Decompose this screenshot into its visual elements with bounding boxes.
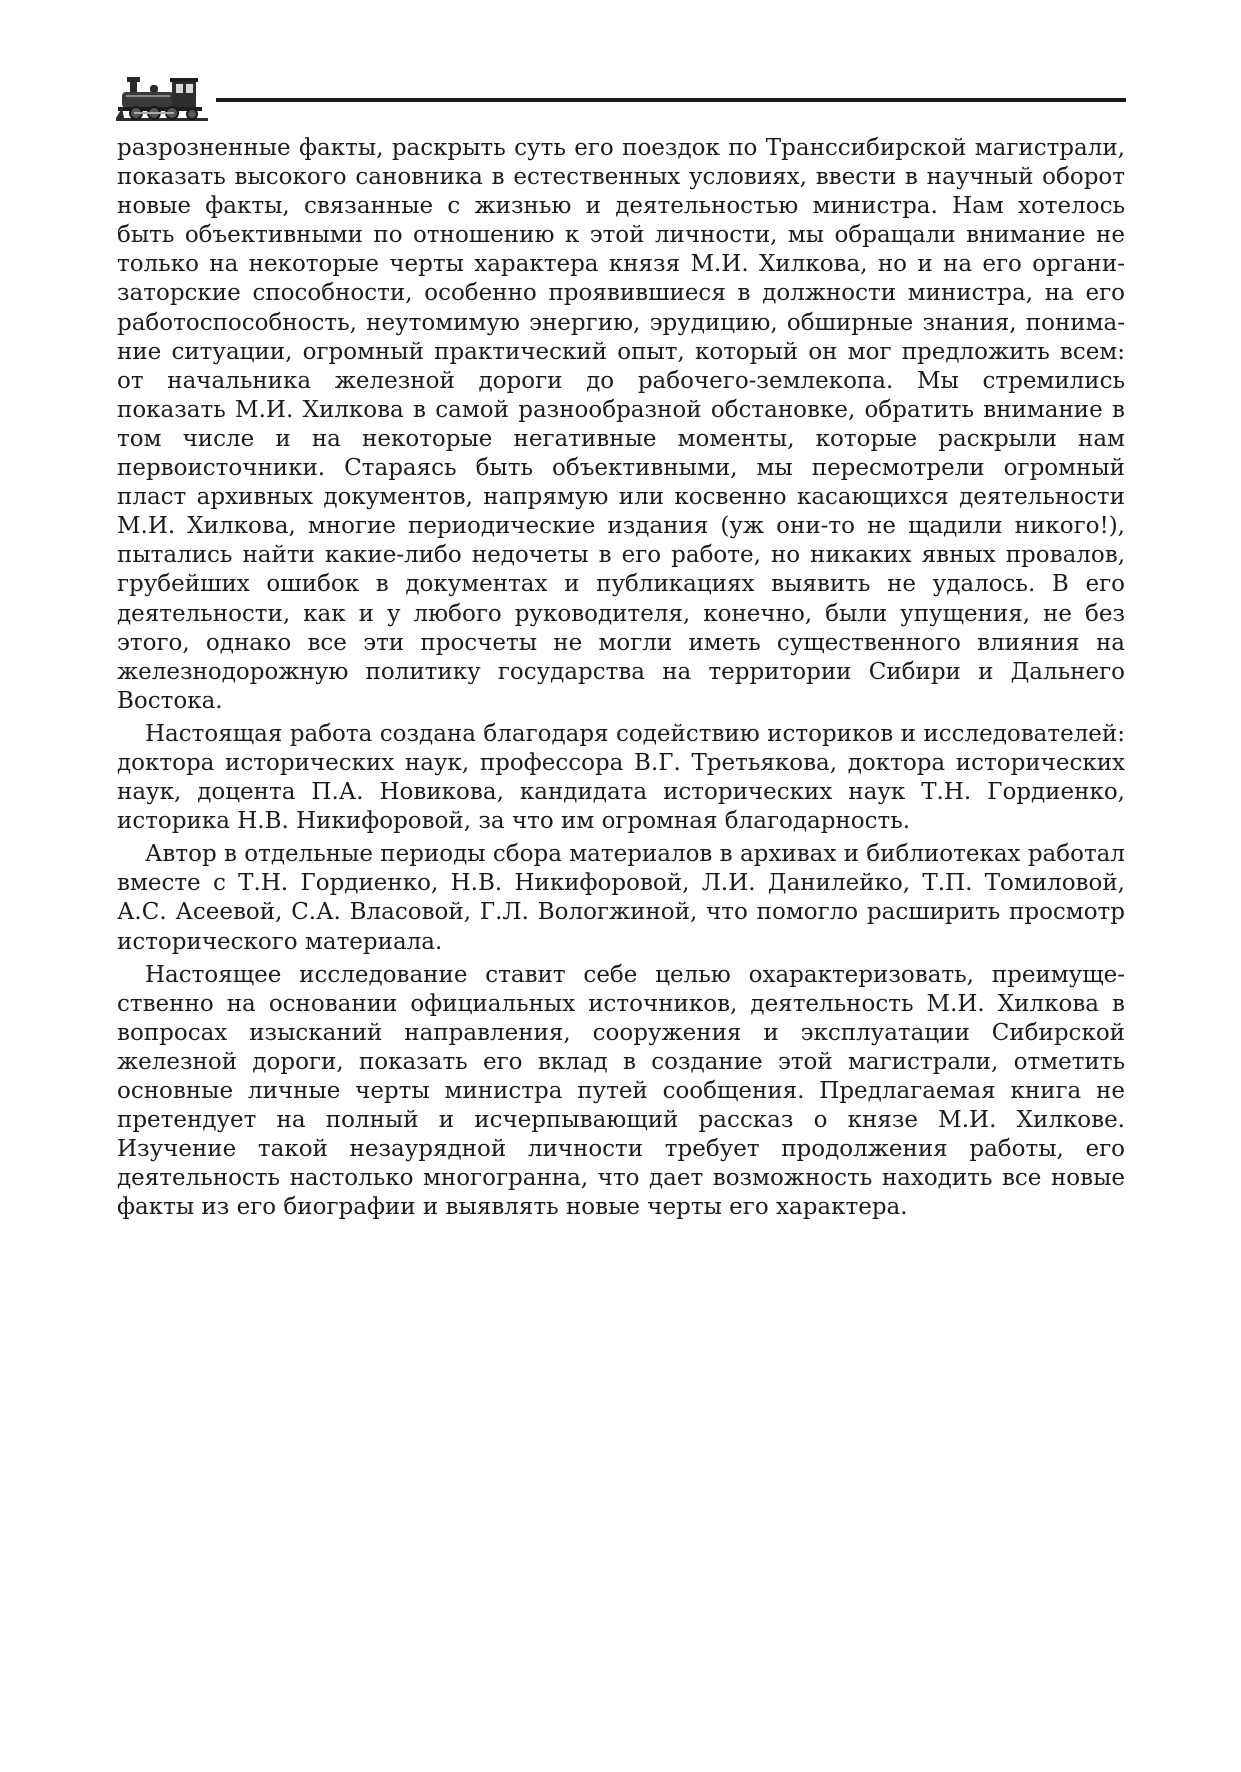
paragraph: Настоящая работа создана благодаря содействию историков и исследователей: доктора исторических наук, профессора В.Г. Третьякова, доктора исторических наук, доцента П.А. Новикова, кандидата исторических наук Т.Н. Гордиенко, историка Н.В. Никифоровой, за что им огромная благодарность. bbox=[117, 720, 1125, 835]
paragraph: разрозненные факты, раскрыть суть его поездок по Транссибирской магистрали, показать высокого сановника в естественных условиях, ввести в научный оборот новые факты, связанные с жизнью и деятельностью министра. Нам хотелось быть объективными по отношению к этой личности, мы обращали внимание не только на некоторые черты характера князя М.И. Хилкова, но и на его организаторские способности, особенно проявившиеся в должности министра, на его работоспособность, неутомимую энергию, эрудицию, обширные знания, понимание ситуации, огромный практический опыт, который он мог предложить всем: от начальника железной дороги до рабочего-землекопа. Мы стремились показать М.И. Хилкова в самой разнообразной обстановке, обратить внимание в том числе и на некоторые негативные моменты, которые раскрыли нам первоисточники. Стараясь быть объективными, мы пересмотрели огромный пласт архивных документов, напрямую или косвенно касающихся деятельности М.И. Хилкова, многие периодические издания (уж они-то не щадили никого!), пытались найти какие-либо недочеты в его работе, но никаких явных провалов, грубейших ошибок в документах и публикациях выявить не удалось. В его деятельности, как и у любого руководителя, конечно, были упущения, не без этого, однако все эти просчеты не могли иметь существенного влияния на железнодорожную политику государства на территории Сибири и Дальнего Востока. bbox=[117, 135, 1125, 714]
paragraph: Автор в отдельные периоды сбора материалов в архивах и библиотеках работал вместе с Т.Н. Гордиенко, Н.В. Никифоровой, Л.И. Данилейко, Т.П. Томиловой, А.С. Асеевой, С.А. Власовой, Г.Л. Вологжиной, что помогло расширить просмотр исторического материала. bbox=[117, 841, 1125, 955]
page-header bbox=[116, 74, 1126, 124]
paragraph: Настоящее исследование ставит себе целью охарактеризовать, преимущественно на основании официальных источников, деятельность М.И. Хилкова в вопросах изысканий направления, сооружения и эксплуатации Сибирской железной дороги, показать его вклад в создание этой магистрали, отметить основные личные черты министра путей сообщения. Предлагаемая книга не претендует на полный и исчерпывающий рассказ о князе М.И. Хилкове. Изучение такой незаурядной личности требует продолжения работы, его деятельность настолько многогранна, что дает возможность находить все новые факты из его биографии и выявлять новые черты его характера. bbox=[117, 961, 1125, 1221]
locomotive-icon bbox=[116, 74, 208, 124]
body-text bbox=[117, 134, 1125, 1226]
header-rule bbox=[216, 98, 1126, 102]
